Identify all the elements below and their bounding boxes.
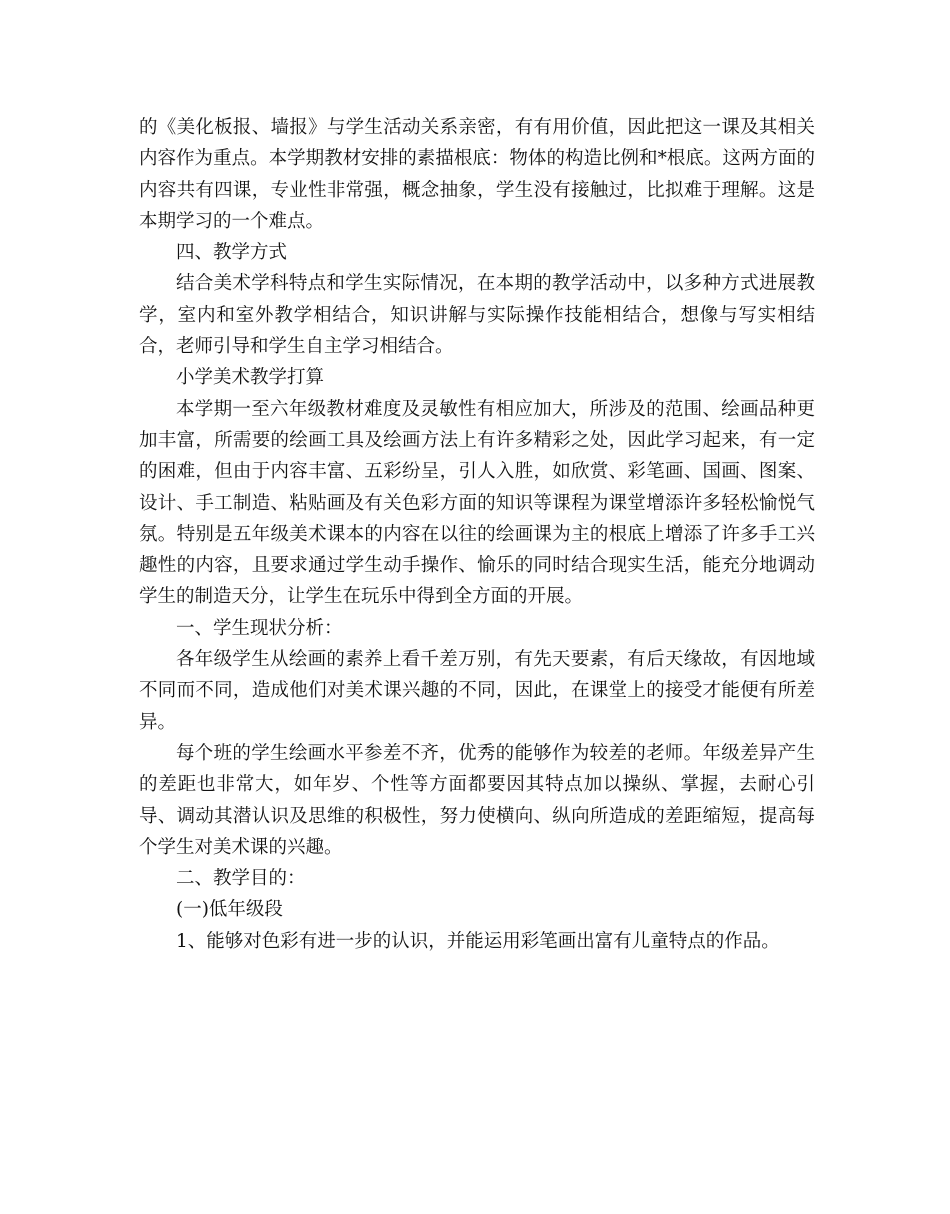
- heading-student-analysis: 一、学生现状分析：: [176, 617, 343, 639]
- paragraph-student-analysis-2: 每个班的学生绘画水平参差不齐，优秀的能够作为较差的老师。年级差异产生的差距也非常大，如年岁、个性等方面都要因其特点加以操纵、掌握，去耐心引导、调动其潜认识及思维的积极性，努力使横向、纵向所造成的差距缩短，提高每个学生对美术课的兴趣。: [139, 742, 815, 858]
- heading-teaching-goals: 二、教学目的：: [176, 868, 306, 890]
- paragraph-art-plan: 本学期一至六年级教材难度及灵敏性有相应加大，所涉及的范围、绘画品种更加丰富，所需要的绘画工具及绘画方法上有许多精彩之处，因此学习起来，有一定的困难，但由于内容丰富、五彩纷呈，引人入胜，如欣赏、彩笔画、国画、图案、设计、手工制造、粘贴画及有关色彩方面的知识等课程为课堂增添许多轻松愉悦气氛。特别是五年级美术课本的内容在以往的绘画课为主的根底上增添了许多手工兴趣性的内容，且要求通过学生动手操作、愉乐的同时结合现实生活，能充分地调动学生的制造天分，让学生在玩乐中得到全方面的开展。: [139, 398, 815, 608]
- heading-teaching-methods: 四、教学方式: [176, 242, 288, 264]
- heading-art-plan: 小学美术教学打算: [176, 367, 325, 389]
- list-item-1: 1、能够对色彩有进一步的认识，并能运用彩笔画出富有儿童特点的作品。: [176, 930, 780, 952]
- paragraph-teaching-methods: 结合美术学科特点和学生实际情况，在本期的教学活动中，以多种方式进展教学，室内和室外教学相结合，知识讲解与实际操作技能相结合，想像与写实相结合，老师引导和学生自主学习相结合。: [139, 273, 815, 358]
- document-page: [139, 112, 815, 957]
- paragraph-continuation: 的《美化板报、墙报》与学生活动关系亲密，有有用价值，因此把这一课及其相关内容作为重点。本学期教材安排的素描根底：物体的构造比例和*根底。这两方面的内容共有四课，专业性非常强，概念抽象，学生没有接触过，比拟难于理解。这是本期学习的一个难点。: [139, 117, 815, 232]
- paragraph-student-analysis-1: 各年级学生从绘画的素养上看千差万别，有先天要素，有后天缘故，有因地域不同而不同，造成他们对美术课兴趣的不同，因此，在课堂上的接受才能便有所差异。: [139, 649, 815, 733]
- heading-lower-grades: (一)低年级段: [176, 899, 283, 921]
